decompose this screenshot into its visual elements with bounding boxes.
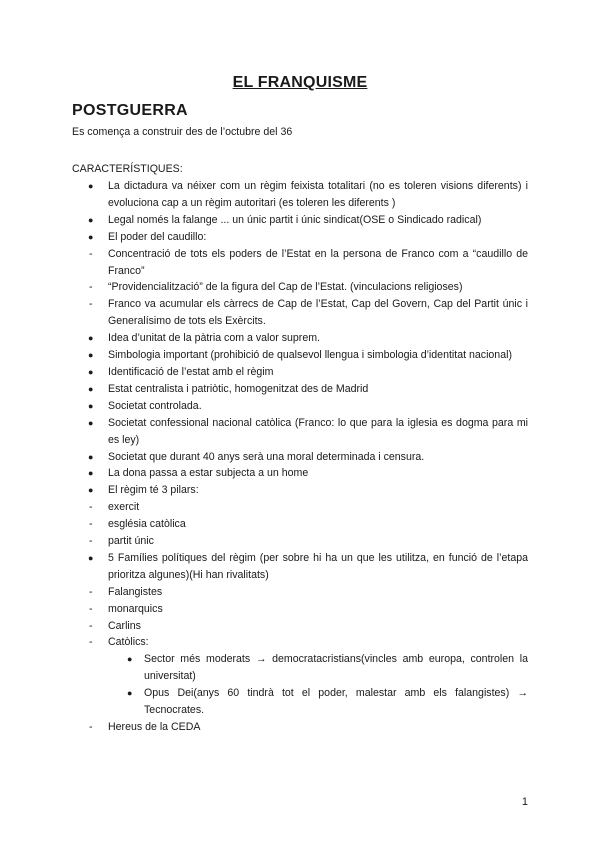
list-item-text: partit únic — [108, 535, 154, 548]
dash-list-item — [72, 533, 528, 550]
sub-bullet-list-item — [72, 651, 528, 685]
bullet-marker: ● — [127, 654, 133, 665]
list-item-text: Sector més moderats → democratacristians(vincles amb europa, controlen la universitat) — [144, 653, 528, 683]
sub-bullet-list-item — [72, 685, 528, 719]
list-item-text: Identificació de l’estat amb el règim — [108, 365, 274, 378]
dash-list-item — [72, 516, 528, 533]
bullet-marker: ● — [88, 485, 94, 496]
characteristics-heading: CARACTERÍSTIQUES: — [72, 163, 183, 175]
list-item-text: 5 Famílies polítiques del règim (per sobre hi ha un que les utilitza, en funció de l’etapa prioritza algunes)(Hi han rivalitats) — [108, 551, 528, 581]
list-item-text: Franco va acumular els càrrecs de Cap de l’Estat, Cap del Govern, Cap del Partit únic i Generalísimo de tots els Exèrcits. — [108, 298, 528, 328]
list-item-text: Societat confessional nacional catòlica (Franco: lo que para la iglesia es dogma para mi es ley) — [108, 416, 528, 446]
section-heading: POSTGUERRA — [72, 102, 188, 119]
bullet-list-item — [72, 330, 528, 347]
bullet-marker: ● — [88, 383, 94, 394]
dash-list-item — [72, 634, 528, 651]
dash-marker: - — [89, 501, 93, 514]
dash-marker: - — [89, 602, 93, 615]
sub-list-wrapper — [72, 651, 528, 719]
list-item-text: El poder del caudillo: — [108, 230, 207, 243]
dash-marker: - — [89, 636, 93, 649]
list-item-text: església catòlica — [108, 518, 186, 531]
list-item-text: Legal només la falange ... un únic partit i únic sindicat(OSE o Sindicado radical) — [108, 213, 482, 226]
bullet-list-item — [72, 465, 528, 482]
bullet-list-item — [72, 381, 528, 398]
dash-marker: - — [89, 619, 93, 632]
dash-marker: - — [89, 518, 93, 531]
bullet-list-item — [72, 398, 528, 415]
bullet-marker: ● — [88, 468, 94, 479]
dash-list-item — [72, 618, 528, 635]
characteristics-list — [72, 178, 528, 736]
bullet-list-item — [72, 482, 528, 499]
list-item-text: El règim té 3 pilars: — [108, 484, 199, 497]
list-item-text: La dona passa a estar subjecta a un home — [108, 467, 309, 480]
dash-list-item — [72, 246, 528, 280]
dash-list-item — [72, 499, 528, 516]
list-item-text: Idea d’unitat de la pàtria com a valor suprem. — [108, 332, 320, 345]
dash-marker: - — [89, 281, 93, 294]
bullet-list-item — [72, 415, 528, 449]
dash-marker: - — [89, 298, 93, 311]
list-item-text: “Providencialització” de la figura del Cap de l’Estat. (vinculacions religioses) — [108, 281, 463, 294]
list-item-text: Hereus de la CEDA — [108, 721, 201, 733]
dash-list-item — [72, 584, 528, 601]
bullet-marker: ● — [88, 366, 94, 377]
bullet-marker: ● — [88, 231, 94, 242]
list-item-text: La dictadura va néixer com un règim feixista totalitari (no es toleren visions diferents) i evoluciona cap a un règim autoritari (es toleren les diferents ) — [108, 180, 528, 209]
bullet-marker: ● — [88, 417, 94, 428]
intro-paragraph: Es comença a construir des de l’octubre del 36 — [72, 126, 293, 138]
list-item-text: exercit — [108, 501, 140, 514]
list-item-text: Opus Dei(anys 60 tindrà tot el poder, malestar amb els falangistes) → Tecnocrates. — [144, 687, 528, 717]
dash-list-item — [72, 279, 528, 296]
dash-list-item — [72, 719, 528, 736]
list-item-text: Falangistes — [108, 585, 163, 598]
list-item-text: monarquics — [108, 602, 163, 615]
bullet-marker: ● — [88, 552, 94, 563]
page-number: 1 — [521, 796, 528, 808]
bullet-marker: ● — [88, 214, 94, 225]
bullet-list-item — [72, 212, 528, 229]
list-item-text: Concentració de tots els poders de l’Estat en la persona de Franco com a “caudillo de Franco” — [108, 247, 528, 277]
list-item-text: Societat controlada. — [108, 399, 202, 412]
bullet-marker: ● — [127, 688, 133, 699]
bullet-list-item — [72, 550, 528, 584]
bullet-list-item — [72, 347, 528, 364]
bullet-marker: ● — [88, 451, 94, 462]
dash-marker: - — [89, 721, 93, 733]
dash-marker: - — [89, 535, 93, 548]
dash-marker: - — [89, 247, 93, 260]
bullet-marker: ● — [88, 400, 94, 411]
bullet-list-item — [72, 364, 528, 381]
list-item-text: Estat centralista i patriòtic, homogenitzat des de Madrid — [108, 382, 369, 395]
dash-marker: - — [89, 585, 93, 598]
dash-list-item — [72, 601, 528, 618]
catholic-sectors-sublist — [72, 651, 528, 719]
bullet-list-item — [72, 229, 528, 246]
list-item-text: Societat que durant 40 anys serà una moral determinada i censura. — [108, 450, 425, 463]
bullet-marker: ● — [88, 181, 94, 191]
list-item-text: Carlins — [108, 619, 141, 632]
dash-list-item — [72, 296, 528, 330]
bullet-list-item — [72, 449, 528, 466]
bullet-list-item — [72, 178, 528, 212]
list-item-text: Catòlics: — [108, 636, 149, 649]
bullet-marker: ● — [88, 350, 94, 361]
bullet-marker: ● — [88, 333, 94, 344]
list-item-text: Simbologia important (prohibició de qualsevol llengua i simbologia d’identitat nacional) — [108, 349, 512, 362]
document-title: EL FRANQUISME — [232, 74, 368, 91]
document-page — [72, 70, 528, 736]
